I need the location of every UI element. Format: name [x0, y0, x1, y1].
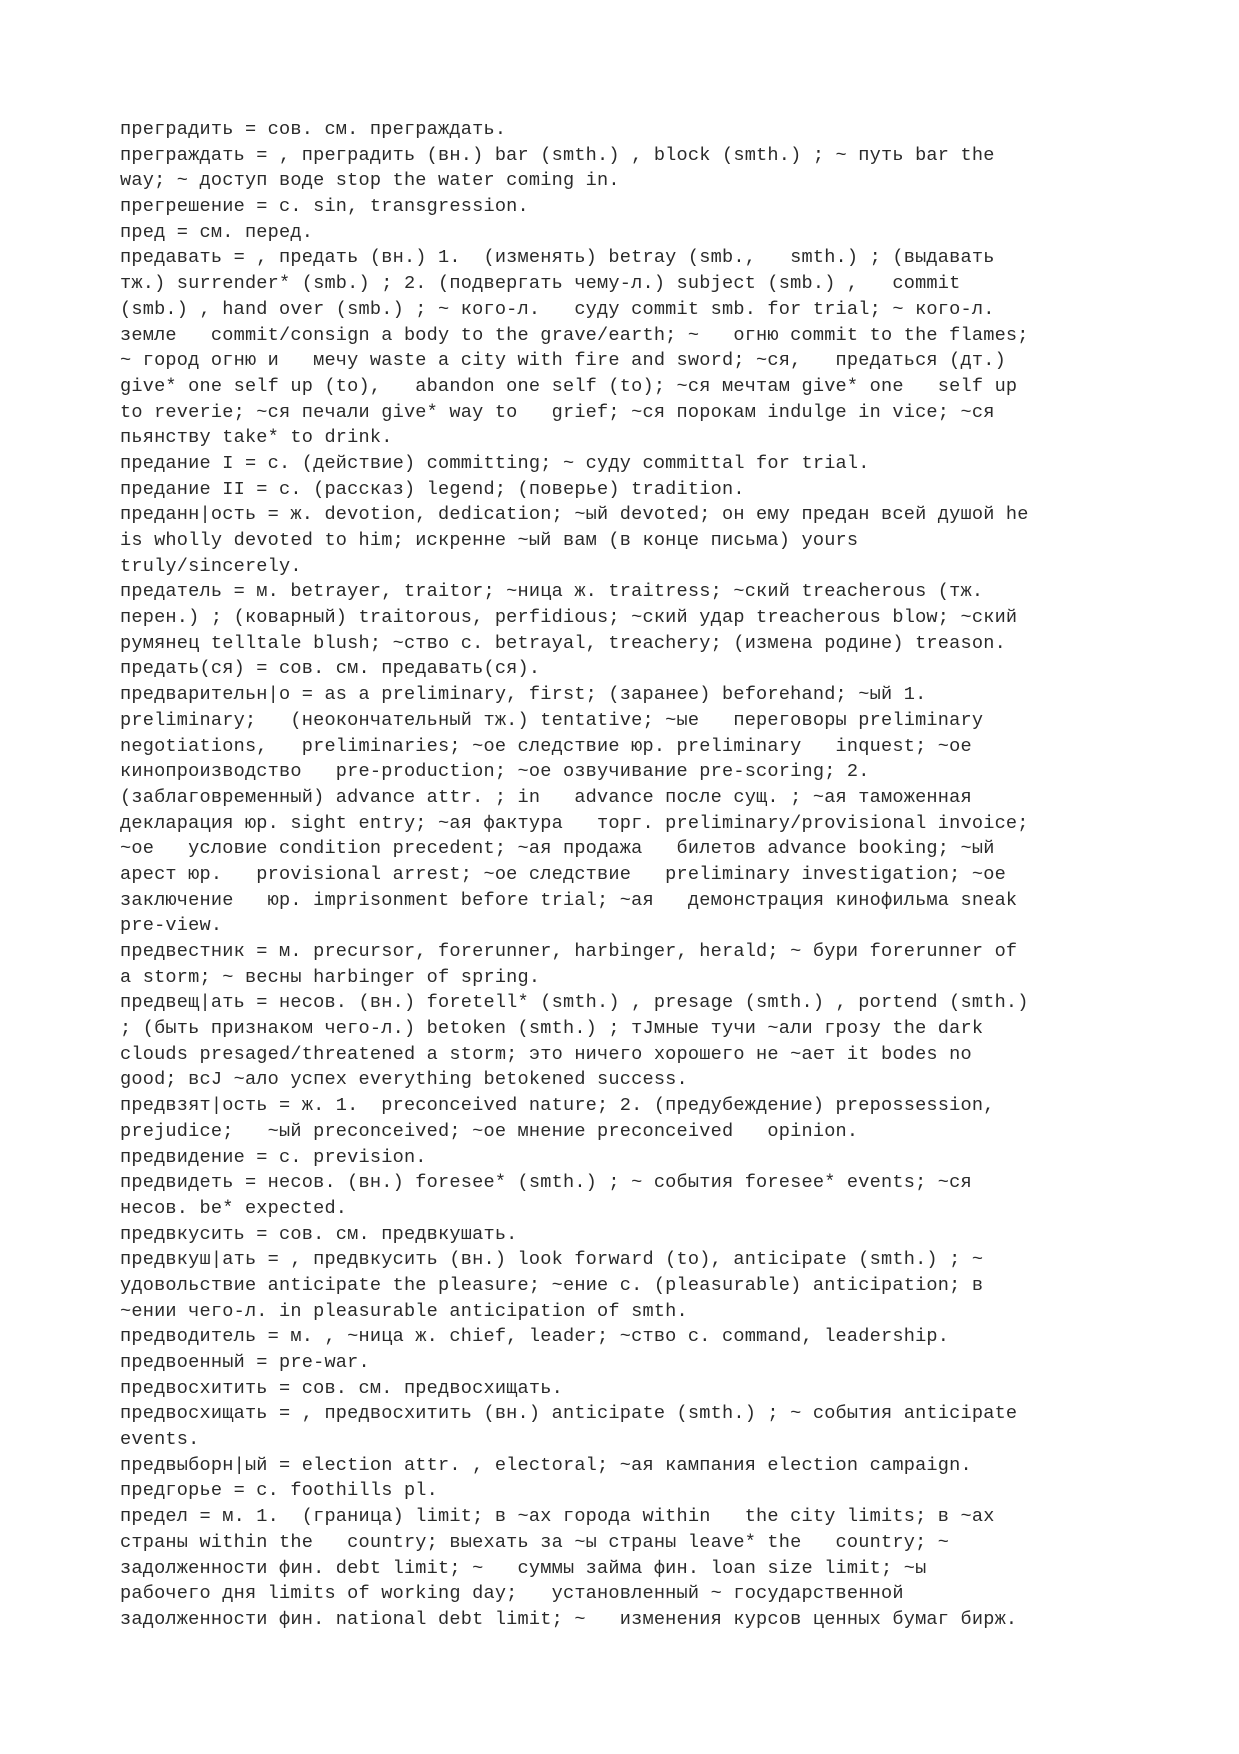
text-line: тж.) surrender* (smb.) ; 2. (подвергать чему-л.) subject (smb.) , commit: [120, 273, 961, 295]
text-line: предавать = , предать (вн.) 1. (изменять) betray (smb., smth.) ; (выдавать: [120, 247, 995, 269]
text-line: предвосхищать = , предвосхитить (вн.) anticipate (smth.) ; ~ события anticipate: [120, 1403, 1018, 1425]
text-line: предать(ся) = сов. см. предавать(ся).: [120, 658, 541, 680]
text-line: пьянству take* to drink.: [120, 427, 393, 449]
text-line: предварительн|о = as a preliminary, first; (заранее) beforehand; ~ый 1.: [120, 684, 927, 706]
text-line: предвидение = с. prevision.: [120, 1146, 427, 1168]
text-line: задолженности фин. debt limit; ~ суммы займа фин. loan size limit; ~ы: [120, 1557, 927, 1579]
text-line: заключение юр. imprisonment before trial; ~ая демонстрация кинофильма sneak: [120, 889, 1018, 911]
text-line: предгорье = с. foothills pl.: [120, 1480, 439, 1502]
text-line: предвыборн|ый = election attr. , electoral; ~ая кампания election campaign.: [120, 1454, 972, 1476]
text-line: предвоенный = pre-war.: [120, 1352, 370, 1373]
text-line: ~ое условие condition precedent; ~ая продажа билетов advance booking; ~ый: [120, 838, 995, 860]
text-line: страны within the country; выехать за ~ы страны leave* the country; ~: [120, 1531, 950, 1553]
text-line: (заблаговременный) advance attr. ; in advance после сущ. ; ~ая таможенная: [120, 786, 972, 808]
text-line: good; всЈ ~ало успех everything betokened success.: [120, 1069, 688, 1091]
text-line: truly/sincerely.: [120, 555, 302, 577]
text-line: декларация юр. sight entry; ~ая фактура торг. preliminary/provisional invoice;: [120, 812, 1029, 834]
text-line: несов. be* expected.: [120, 1197, 348, 1219]
text-line: предатель = м. betrayer, traitor; ~ница ж. traitress; ~ский treacherous (тж.: [120, 581, 984, 603]
text-line: clouds presaged/threatened a storm; это ничего хорошего не ~ает it bodes no: [120, 1043, 972, 1065]
text-line: events.: [120, 1429, 200, 1451]
text-line: give* one self up (to), abandon one self (to); ~ся мечтам give* one self up: [120, 375, 1018, 397]
text-line: preliminary; (неокончательный тж.) tentative; ~ые переговоры preliminary: [120, 709, 984, 731]
dictionary-page: [120, 117, 1125, 1633]
text-line: предвестник = м. precursor, forerunner, harbinger, herald; ~ бури forerunner of: [120, 941, 1018, 962]
text-line: ~ении чего-л. in pleasurable anticipation of smth.: [120, 1300, 688, 1322]
text-line: пред = см. перед.: [120, 221, 314, 243]
text-line: предвзят|ость = ж. 1. preconceived nature; 2. (предубеждение) prepossession,: [120, 1095, 995, 1117]
text-line: арест юр. provisional arrest; ~ое следствие preliminary investigation; ~ое: [120, 863, 1006, 885]
text-line: предание I = с. (действие) committing; ~ суду committal for trial.: [120, 452, 870, 474]
text-line: предел = м. 1. (граница) limit; в ~ах города within the city limits; в ~ах: [120, 1506, 995, 1528]
text-line: прегрешение = с. sin, transgression.: [120, 196, 529, 218]
text-line: задолженности фин. national debt limit; ~ изменения курсов ценных бумаг бирж.: [120, 1608, 1018, 1630]
text-line: way; ~ доступ воде stop the water coming in.: [120, 170, 620, 192]
text-line: prejudice; ~ый preconceived; ~ое мнение preconceived opinion.: [120, 1120, 859, 1142]
text-line: предводитель = м. , ~ница ж. chief, leader; ~ство с. command, leadership.: [120, 1326, 950, 1348]
text-line: преграждать = , преградить (вн.) bar (smth.) , block (smth.) ; ~ путь bar the: [120, 144, 995, 166]
text-line: предание II = с. (рассказ) legend; (поверье) tradition.: [120, 478, 745, 500]
text-line: (smb.) , hand over (smb.) ; ~ кого-л. суду commit smb. for trial; ~ кого-л.: [120, 298, 995, 320]
text-line: предвещ|ать = несов. (вн.) foretell* (smth.) , presage (smth.) , portend (smth.): [120, 992, 1029, 1014]
text-line: предвидеть = несов. (вн.) foresee* (smth.) ; ~ события foresee* events; ~ся: [120, 1172, 972, 1194]
text-line: предвкусить = сов. см. предвкушать.: [120, 1223, 518, 1245]
text-line: предвосхитить = сов. см. предвосхищать.: [120, 1377, 563, 1399]
text-line: преградить = сов. см. преграждать.: [120, 119, 507, 140]
text-line: кинопроизводство pre-production; ~ое озвучивание pre-scoring; 2.: [120, 761, 870, 783]
text-line: преданн|ость = ж. devotion, dedication; ~ый devoted; он ему предан всей душой he: [120, 504, 1029, 526]
text-line: предвкуш|ать = , предвкусить (вн.) look forward (to), anticipate (smth.) ; ~: [120, 1249, 984, 1271]
text-line: перен.) ; (коварный) traitorous, perfidious; ~ский удар treacherous blow; ~ский: [120, 607, 1018, 629]
text-line: удовольствие anticipate the pleasure; ~ение с. (pleasurable) anticipation; в: [120, 1274, 984, 1296]
text-line: pre-view.: [120, 915, 223, 937]
text-line: земле commit/consign a body to the grave/earth; ~ огню commit to the flames;: [120, 324, 1029, 346]
text-line: is wholly devoted to him; искренне ~ый вам (в конце письма) yours: [120, 530, 859, 551]
text-line: ; (быть признаком чего-л.) betoken (smth.) ; тЈмные тучи ~али грозу the dark: [120, 1018, 984, 1040]
text-line: рабочего дня limits of working day; установленный ~ государственной: [120, 1583, 904, 1605]
text-line: румянец telltale blush; ~ство с. betrayal, treachery; (измена родине) treason.: [120, 632, 1006, 654]
text-line: negotiations, preliminaries; ~ое следствие юр. preliminary inquest; ~ое: [120, 735, 972, 757]
text-line: ~ город огню и мечу waste a city with fire and sword; ~ся, предаться (дт.): [120, 350, 1006, 372]
text-line: to reverie; ~ся печали give* way to grief; ~ся порокам indulge in vice; ~ся: [120, 401, 995, 423]
text-line: a storm; ~ весны harbinger of spring.: [120, 966, 541, 988]
